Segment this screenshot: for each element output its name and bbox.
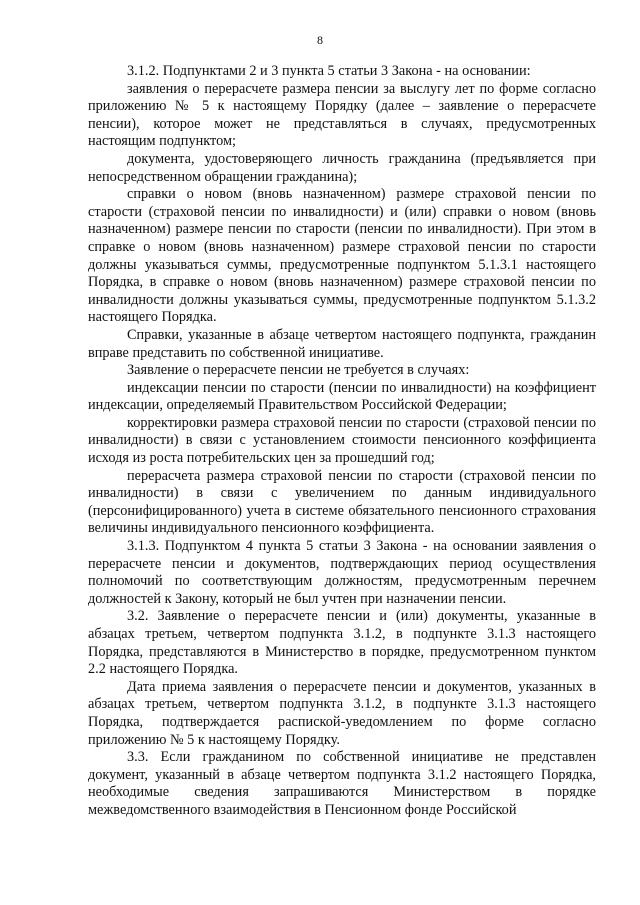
paragraph-application-recalculation: заявления о перерасчете размера пенсии за выслугу лет по форме согласно приложению № 5 к настоящему Порядку (далее – заявление о перерасчете пенсии), которое может не представляться в случаях, предусмотренных настоящим подпунктом; <box>88 80 596 150</box>
paragraph-3-1-3: 3.1.3. Подпунктом 4 пункта 5 статьи 3 Закона - на основании заявления о перерасчете пенсии и документов, подтверждающих период осуществления полномочий по соответствующим должностям, предусмотренным перечнем должностей к Закону, который не был учтен при назначении пенсии. <box>88 538 596 607</box>
paragraph-recalculation-coefficient: перерасчета размера страховой пенсии по старости (страховой пенсии по инвалидности) в связи с увеличением по данным индивидуального (персонифицированного) учета в системе обязательного пенсионного страхования величины индивидуального пенсионного коэффициента. <box>88 467 596 537</box>
paragraph-indexation: индексации пенсии по старости (пенсии по инвалидности) на коэффициент индексации, определяемый Правительством Российской Федерации; <box>88 379 596 414</box>
paragraph-3-1-2-heading: 3.1.2. Подпунктами 2 и 3 пункта 5 статьи 3 Закона - на основании: <box>127 63 531 79</box>
paragraph-receipt-date: Дата приема заявления о перерасчете пенсии и документов, указанных в абзацах третьем, четвертом подпункта 3.1.2, в подпункте 3.1.3 настоящего Порядка, подтверждается распиской-уведомлением по форме согласно приложению № 5 к настоящему Порядку. <box>88 678 596 748</box>
paragraph-identity-document: документа, удостоверяющего личность гражданина (предъявляется при непосредственном обращении гражданина); <box>88 150 596 185</box>
paragraph-application-not-required: Заявление о перерасчете пенсии не требуется в случаях: <box>127 362 470 379</box>
paragraph-certificates-own-initiative: Справки, указанные в абзаце четвертом настоящего подпункта, гражданин вправе представить по собственной инициативе. <box>88 326 596 361</box>
page-number: 8 <box>317 33 323 47</box>
document-body <box>88 63 596 820</box>
paragraph-correction: корректировки размера страховой пенсии по старости (страховой пенсии по инвалидности) в связи с установлением стоимости пенсионного коэффициента исходя из роста потребительских цен за прошедший год; <box>88 414 596 467</box>
paragraph-3-2: 3.2. Заявление о перерасчете пенсии и (или) документы, указанные в абзацах третьем, четвертом подпункта 3.1.2, в подпункте 3.1.3 настоящего Порядка, представляются в Министерство в порядке, предусмотренном пунктом 2.2 настоящего Порядка. <box>88 608 596 678</box>
paragraph-3-3: 3.3. Если гражданином по собственной инициативе не представлен документ, указанный в абзаце четвертом подпункта 3.1.2 настоящего Порядка, необходимые сведения запрашиваются Министерством в порядке межведомственного взаимодействия в Пенсионном фонде Российской <box>88 749 596 818</box>
paragraph-pension-certificates: справки о новом (вновь назначенном) размере страховой пенсии по старости (страховой пенсии по инвалидности) и (или) справки о новом (вновь назначенном) размере пенсии по старости (пенсии по инвалидности). При этом в справке о новом (вновь назначенном) размере страховой пенсии по старости должны указываться суммы, предусмотренные подпунктом 5.1.3.1 настоящего Порядка, в справке о новом (вновь назначенном) размере страховой пенсии по инвалидности должны указываться суммы, предусмотренные подпунктом 5.1.3.2 настоящего Порядка. <box>88 186 596 326</box>
